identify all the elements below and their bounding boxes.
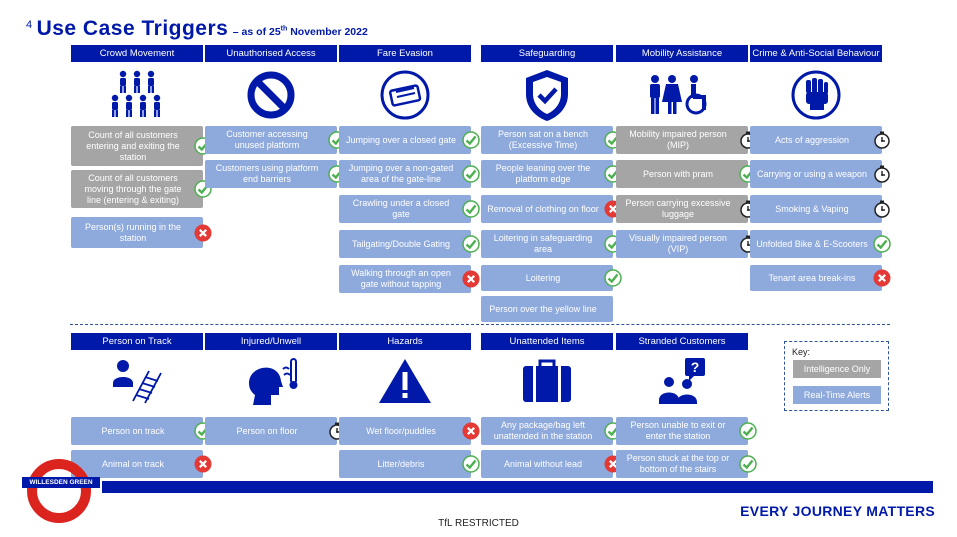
trigger-label: Litter/debris bbox=[377, 458, 425, 469]
trigger-card bbox=[750, 160, 882, 188]
warning-icon bbox=[339, 350, 471, 412]
trigger-card bbox=[750, 195, 882, 223]
trigger-card bbox=[205, 160, 337, 188]
trigger-card bbox=[750, 126, 882, 154]
fist-icon bbox=[750, 64, 882, 126]
shield-check-icon bbox=[481, 64, 613, 126]
column-header: Hazards bbox=[339, 333, 471, 350]
trigger-label: Person stuck at the top or bottom of the stairs bbox=[626, 453, 730, 474]
trigger-label: Tenant area break-ins bbox=[768, 272, 856, 283]
trigger-card bbox=[339, 417, 471, 445]
trigger-label: Mobility impaired person (MIP) bbox=[629, 129, 727, 150]
trigger-card bbox=[481, 265, 613, 291]
column-header: Person on Track bbox=[71, 333, 203, 350]
trigger-label: Person on floor bbox=[236, 425, 298, 436]
key-realtime: Real-Time Alerts bbox=[793, 386, 881, 404]
trigger-label: Wet floor/puddles bbox=[366, 425, 436, 436]
subtitle-prefix: – as of 25 bbox=[232, 26, 281, 38]
trigger-card bbox=[616, 417, 748, 445]
trigger-label: Walking through an open gate without tapping bbox=[351, 268, 451, 289]
trigger-label: Person sat on a bench (Excessive Time) bbox=[497, 129, 589, 150]
legend-key bbox=[784, 341, 889, 411]
trigger-label: Person unable to exit or enter the station bbox=[630, 420, 726, 441]
suitcase-icon bbox=[481, 350, 613, 412]
trigger-card bbox=[339, 195, 471, 223]
cross-icon bbox=[462, 270, 480, 288]
column-header: Crowd Movement bbox=[71, 45, 203, 62]
no-entry-icon bbox=[205, 64, 337, 126]
trigger-card bbox=[750, 265, 882, 291]
trigger-card bbox=[71, 217, 203, 248]
question-person-icon bbox=[616, 350, 748, 412]
check-icon bbox=[462, 165, 480, 183]
section-divider bbox=[70, 324, 890, 325]
trigger-card bbox=[339, 160, 471, 188]
title-text: Use Case Triggers bbox=[36, 17, 229, 40]
trigger-card bbox=[339, 126, 471, 154]
trigger-label: Person over the yellow line bbox=[489, 303, 597, 314]
trigger-label: People leaning over the platform edge bbox=[495, 163, 591, 184]
trigger-label: Jumping over a closed gate bbox=[345, 134, 457, 145]
column-header: Injured/Unwell bbox=[205, 333, 337, 350]
accessibility-icon bbox=[616, 64, 748, 126]
column-header: Mobility Assistance bbox=[616, 45, 748, 62]
trigger-label: Customer accessing unused platform bbox=[226, 129, 308, 150]
tfl-roundel-icon bbox=[26, 458, 92, 524]
trigger-card bbox=[481, 126, 613, 154]
cross-icon bbox=[873, 269, 891, 287]
person-track-icon bbox=[71, 350, 203, 412]
trigger-label: Person with pram bbox=[642, 168, 714, 179]
column-header: Unauthorised Access bbox=[205, 45, 337, 62]
trigger-card bbox=[481, 296, 613, 322]
trigger-label: Animal on track bbox=[101, 458, 165, 469]
cross-icon bbox=[194, 455, 212, 473]
trigger-card bbox=[205, 126, 337, 154]
timer-icon bbox=[873, 165, 891, 183]
trigger-label: Loitering bbox=[525, 272, 561, 283]
subtitle bbox=[233, 26, 368, 38]
trigger-label: Carrying or using a weapon bbox=[756, 168, 868, 179]
column-header: Crime & Anti-Social Behaviour bbox=[750, 45, 882, 62]
trigger-card bbox=[71, 170, 203, 208]
trigger-label: Loitering in safeguarding area bbox=[493, 233, 593, 254]
subtitle-sup: th bbox=[280, 25, 288, 33]
unwell-icon bbox=[205, 350, 337, 412]
crowd-icon bbox=[71, 64, 203, 126]
trigger-card bbox=[616, 195, 748, 223]
check-icon bbox=[739, 455, 757, 473]
trigger-label: Smoking & Vaping bbox=[775, 203, 849, 214]
check-icon bbox=[462, 131, 480, 149]
trigger-card bbox=[481, 417, 613, 445]
trigger-label: Jumping over a non-gated area of the gate-line bbox=[348, 163, 454, 184]
trigger-card bbox=[205, 417, 337, 445]
trigger-label: Customers using platform end barriers bbox=[215, 163, 319, 184]
column-header: Unattended Items bbox=[481, 333, 613, 350]
column-header: Fare Evasion bbox=[339, 45, 471, 62]
trigger-card bbox=[71, 126, 203, 166]
station-name: WILLESDEN GREEN bbox=[22, 477, 100, 488]
cross-icon bbox=[462, 422, 480, 440]
trigger-label: Count of all customers moving through the gate line (entering & exiting) bbox=[84, 172, 182, 205]
check-icon bbox=[739, 422, 757, 440]
slide-title bbox=[26, 17, 368, 41]
trigger-card bbox=[616, 230, 748, 258]
trigger-card bbox=[616, 126, 748, 154]
footer-bar bbox=[102, 481, 933, 493]
trigger-card bbox=[481, 160, 613, 188]
timer-icon bbox=[873, 200, 891, 218]
cross-icon bbox=[194, 224, 212, 242]
trigger-label: Removal of clothing on floor bbox=[487, 203, 599, 214]
trigger-label: Person carrying excessive luggage bbox=[625, 198, 731, 219]
tagline: EVERY JOURNEY MATTERS bbox=[740, 503, 935, 519]
column-header: Stranded Customers bbox=[616, 333, 748, 350]
svg-text:?: ? bbox=[690, 359, 700, 375]
trigger-card bbox=[481, 230, 613, 258]
trigger-label: Visually impaired person (VIP) bbox=[629, 233, 727, 254]
check-icon bbox=[462, 235, 480, 253]
trigger-card bbox=[750, 230, 882, 258]
trigger-card bbox=[616, 160, 748, 188]
check-icon bbox=[462, 200, 480, 218]
trigger-label: Count of all customers entering and exiting the station bbox=[86, 129, 180, 162]
subtitle-suffix: November 2022 bbox=[287, 26, 368, 38]
trigger-card bbox=[616, 450, 748, 478]
trigger-label: Crawling under a closed gate bbox=[352, 198, 450, 219]
trigger-label: Acts of aggression bbox=[774, 134, 850, 145]
slide-number: 4 bbox=[26, 19, 33, 31]
trigger-card bbox=[339, 230, 471, 258]
check-icon bbox=[462, 455, 480, 473]
trigger-label: Unfolded Bike & E-Scooters bbox=[756, 238, 868, 249]
trigger-card bbox=[339, 265, 471, 293]
key-intelligence: Intelligence Only bbox=[793, 360, 881, 378]
trigger-card bbox=[481, 195, 613, 223]
key-label: Key: bbox=[792, 347, 811, 357]
classification: TfL RESTRICTED bbox=[438, 518, 519, 529]
trigger-card bbox=[71, 417, 203, 445]
timer-icon bbox=[873, 131, 891, 149]
trigger-label: Person(s) running in the station bbox=[84, 221, 182, 243]
check-icon bbox=[604, 269, 622, 287]
trigger-label: Person on track bbox=[101, 425, 165, 436]
trigger-label: Animal without lead bbox=[503, 458, 583, 469]
column-header: Safeguarding bbox=[481, 45, 613, 62]
trigger-label: Tailgating/Double Gating bbox=[351, 238, 451, 249]
check-icon bbox=[873, 235, 891, 253]
trigger-card bbox=[481, 450, 613, 478]
ticket-icon bbox=[339, 64, 471, 126]
trigger-label: Any package/bag left unattended in the station bbox=[493, 420, 593, 441]
trigger-card bbox=[339, 450, 471, 478]
